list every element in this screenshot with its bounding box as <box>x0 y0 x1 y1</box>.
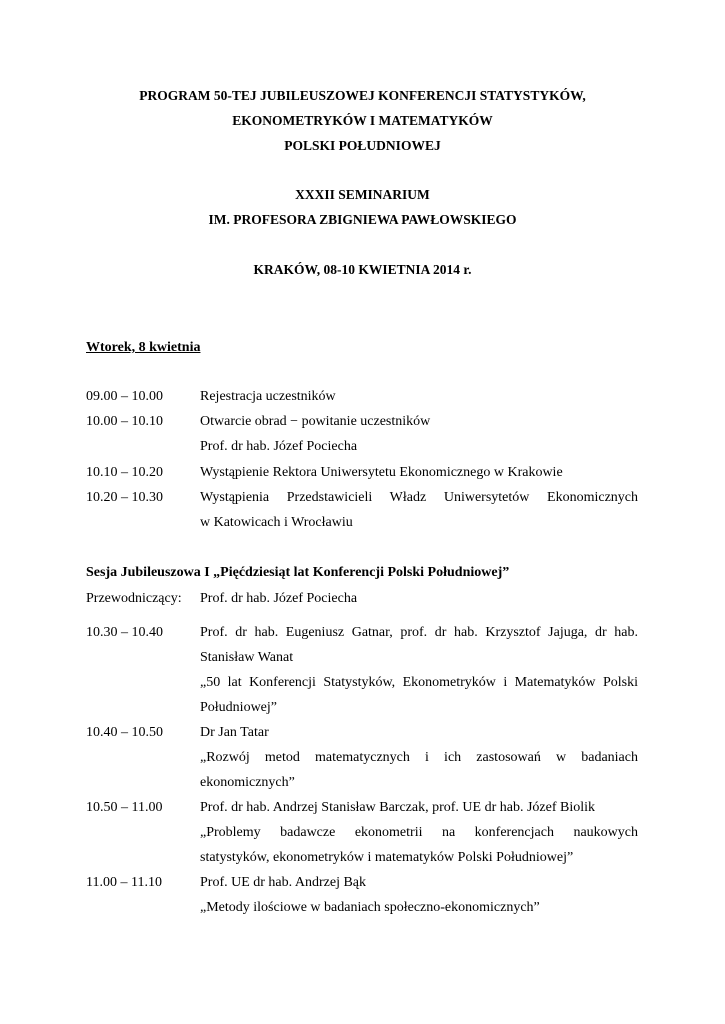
day-heading: Wtorek, 8 kwietnia <box>86 340 201 355</box>
talk-title: „Metody ilościowe w badaniach społeczno-ekonomicznych” <box>200 900 540 915</box>
description-line: Rejestracja uczestników <box>200 389 336 404</box>
title-line: POLSKI POŁUDNIOWEJ <box>284 138 441 153</box>
talk-description <box>200 720 638 795</box>
title-line: EKONOMETRYKÓW I MATEMATYKÓW <box>232 113 493 128</box>
time-slot: 10.00 – 10.10 <box>86 414 163 429</box>
schedule-description <box>200 485 638 535</box>
chair-label: Przewodniczący: <box>86 591 182 606</box>
description-line: Wystąpienia Przedstawicieli Władz Uniwersytetów Ekonomicznych <box>200 490 638 505</box>
talk-title: „Rozwój metod matematycznych i ich zastosowań w badaniach <box>200 750 638 765</box>
time-slot: 10.50 – 11.00 <box>86 800 163 815</box>
time-slot: 10.20 – 10.30 <box>86 490 163 505</box>
talk-description <box>200 620 638 720</box>
talk-authors: Stanisław Wanat <box>200 650 294 665</box>
time-slot: 10.10 – 10.20 <box>86 465 163 480</box>
schedule-description <box>200 460 638 485</box>
session-heading: Sesja Jubileuszowa I „Pięćdziesiąt lat Konferencji Polski Południowej” <box>86 565 510 580</box>
talk-description <box>200 795 638 870</box>
chair-name-block <box>200 586 638 611</box>
seminar-title <box>0 182 725 232</box>
talk-authors: Prof. UE dr hab. Andrzej Bąk <box>200 875 367 890</box>
description-line: Wystąpienie Rektora Uniwersytetu Ekonomicznego w Krakowie <box>200 465 563 480</box>
conference-title <box>0 83 725 158</box>
time-slot: 11.00 – 11.10 <box>86 875 162 890</box>
chair-name: Prof. dr hab. Józef Pociecha <box>200 591 358 606</box>
talk-title: ekonomicznych” <box>200 775 295 790</box>
title-line: IM. PROFESORA ZBIGNIEWA PAWŁOWSKIEGO <box>208 212 517 227</box>
time-slot: 09.00 – 10.00 <box>86 389 163 404</box>
schedule-description <box>200 384 638 409</box>
talk-authors: Prof. dr hab. Andrzej Stanisław Barczak, prof. UE dr hab. Józef Biolik <box>200 800 596 815</box>
description-line: Prof. dr hab. Józef Pociecha <box>200 439 358 454</box>
title-line: KRAKÓW, 08-10 KWIETNIA 2014 r. <box>253 262 472 277</box>
talk-title: Południowej” <box>200 700 277 715</box>
talk-authors: Prof. dr hab. Eugeniusz Gatnar, prof. dr hab. Krzysztof Jajuga, dr hab. <box>200 625 638 640</box>
title-line: XXXII SEMINARIUM <box>295 187 430 202</box>
description-line: w Katowicach i Wrocławiu <box>200 515 353 530</box>
time-slot: 10.30 – 10.40 <box>86 625 163 640</box>
schedule-description <box>200 409 638 459</box>
talk-title: statystyków, ekonometryków i matematyków Polski Południowej” <box>200 850 574 865</box>
talk-title: „50 lat Konferencji Statystyków, Ekonometryków i Matematyków Polski <box>200 675 638 690</box>
talk-authors: Dr Jan Tatar <box>200 725 269 740</box>
talk-title: „Problemy badawcze ekonometrii na konferencjach naukowych <box>200 825 638 840</box>
talk-description <box>200 870 638 920</box>
title-line: PROGRAM 50-TEJ JUBILEUSZOWEJ KONFERENCJI STATYSTYKÓW, <box>139 88 586 103</box>
time-slot: 10.40 – 10.50 <box>86 725 163 740</box>
place-date <box>0 257 725 282</box>
description-line: Otwarcie obrad − powitanie uczestników <box>200 414 431 429</box>
